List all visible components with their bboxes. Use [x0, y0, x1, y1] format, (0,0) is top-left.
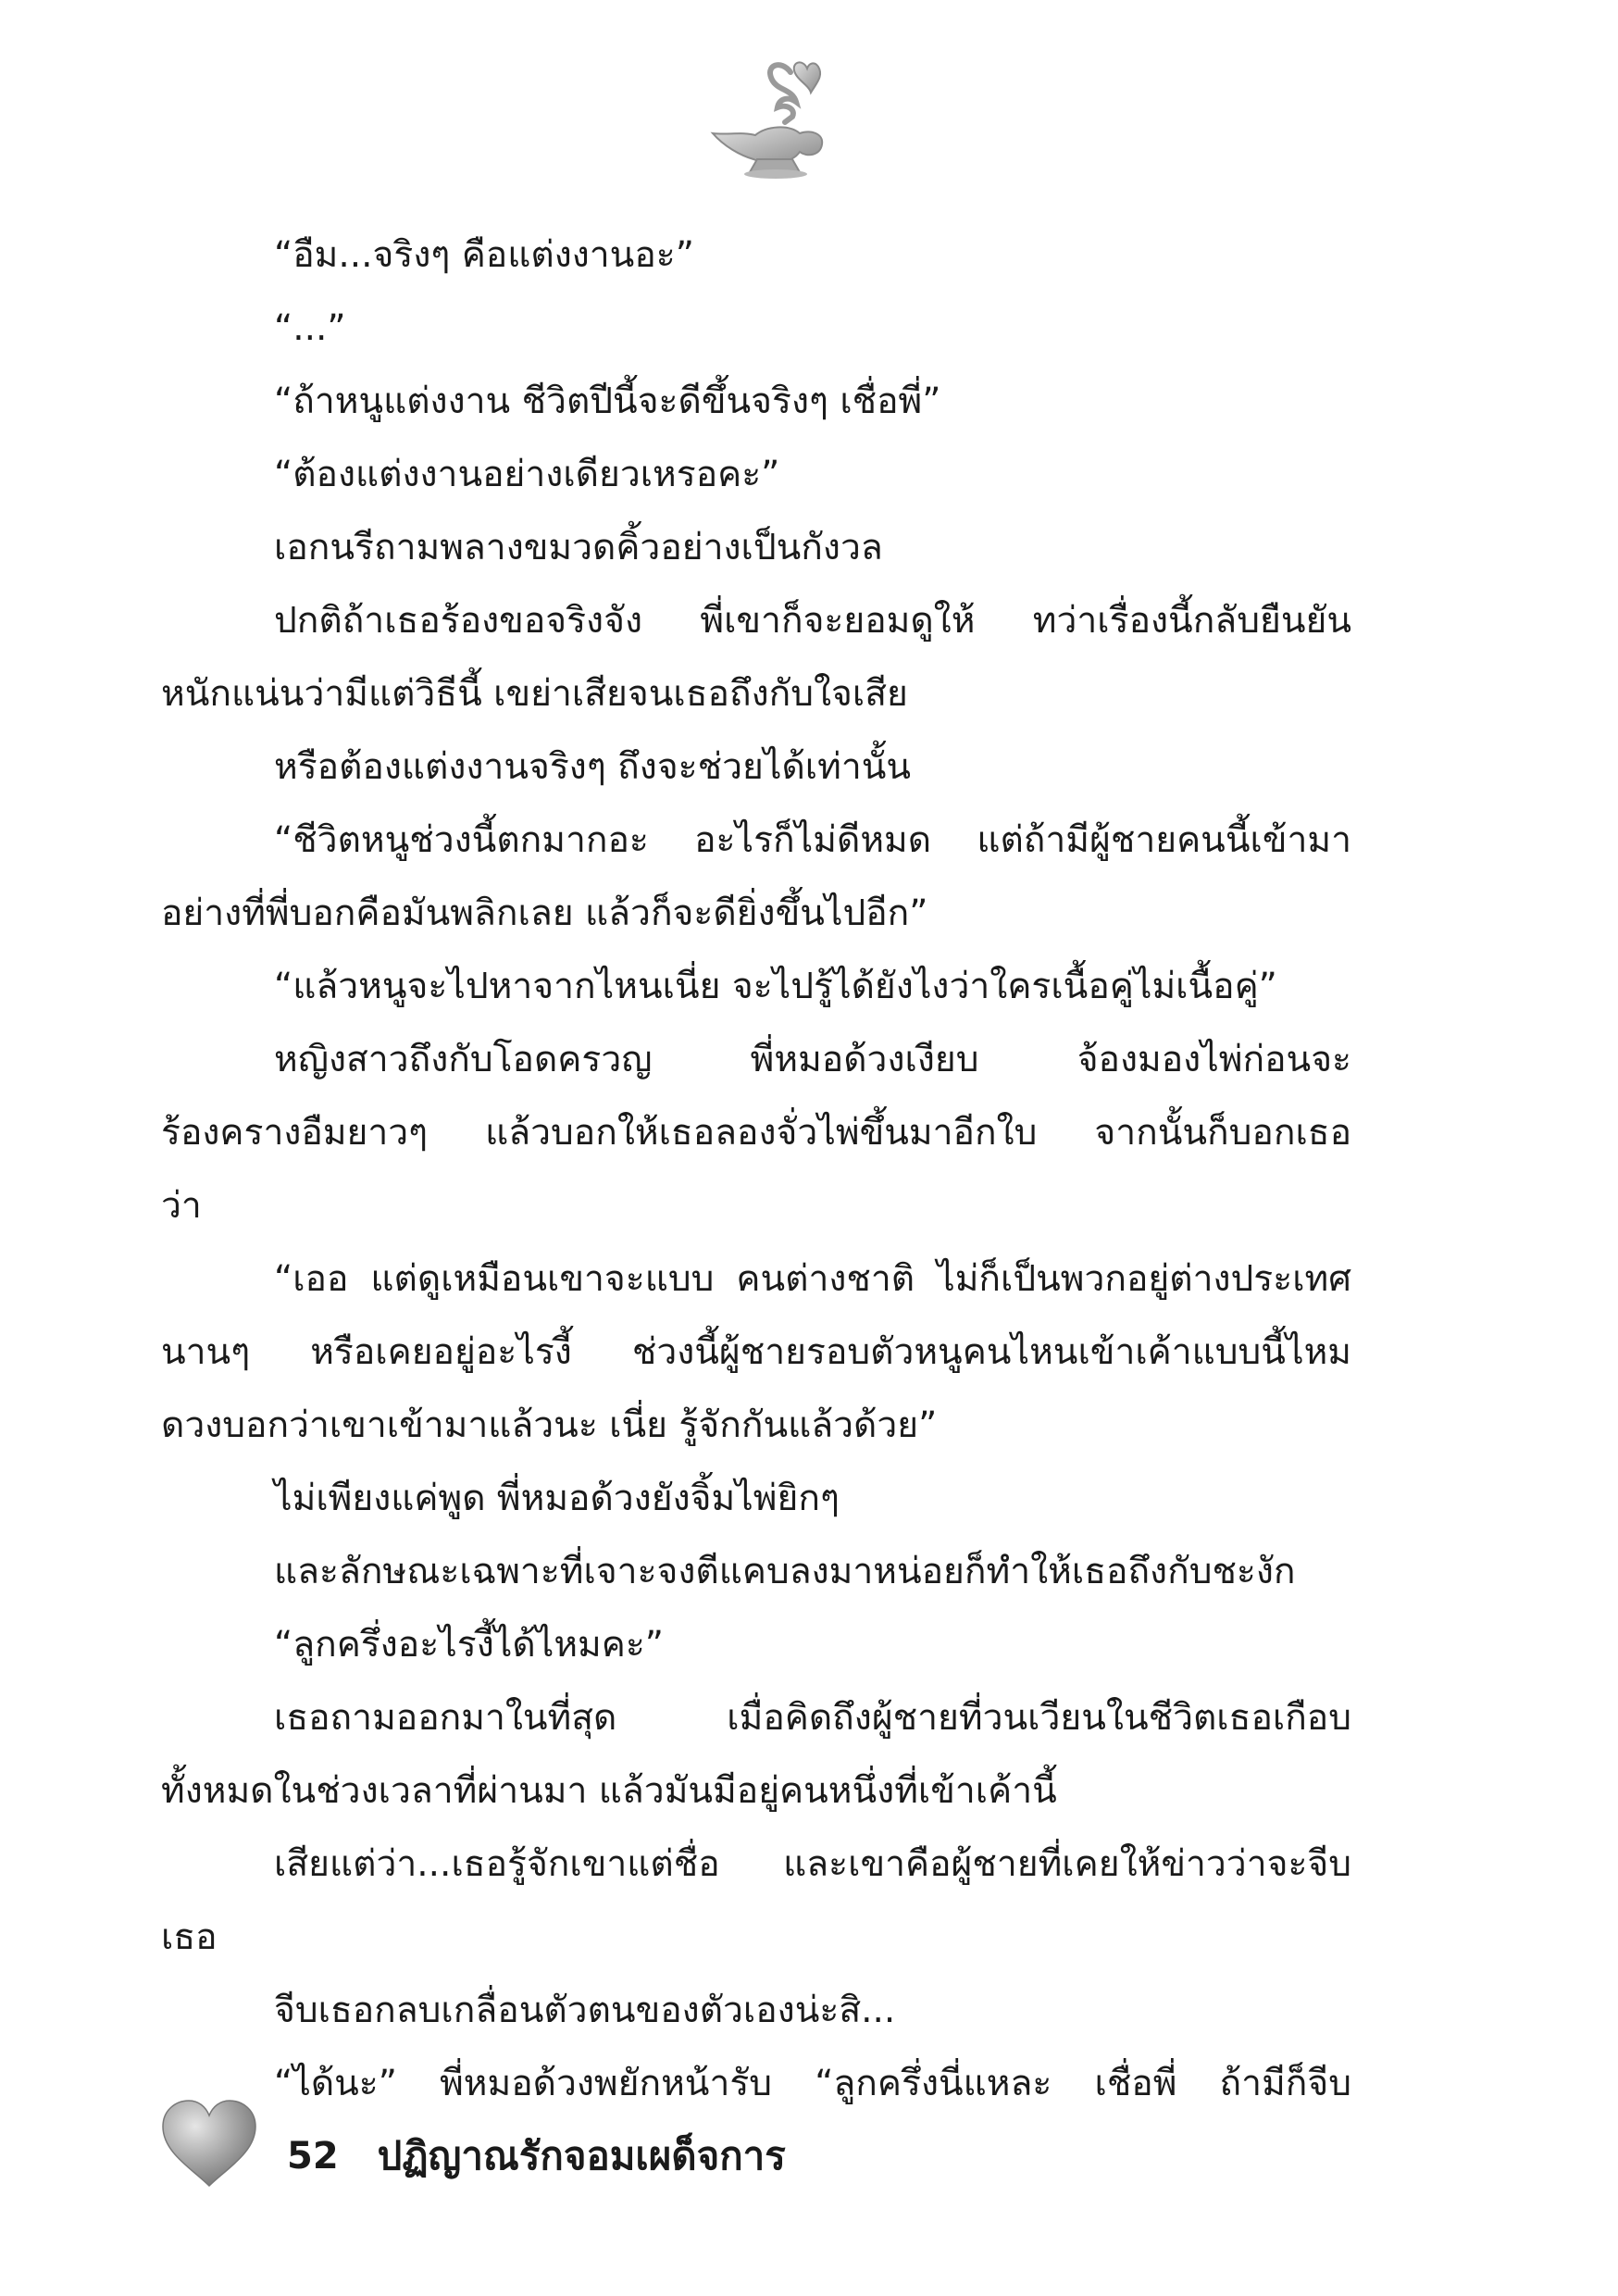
heart-icon [159, 2097, 259, 2190]
text-line: “ต้องแต่งงานอย่างเดียวเหรอคะ” [274, 454, 780, 495]
text-line: อย่างที่พี่บอกคือมันพลิกเลย แล้วก็จะดียิ่งขึ้นไปอีก” [161, 892, 928, 934]
text-line: “...” [274, 307, 346, 349]
text-line: “อืม...จริงๆ คือแต่งงานอะ” [274, 234, 694, 276]
text-line: ไม่เพียงแค่พูด พี่หมอด้วงยังจิ้มไพ่ยิกๆ [274, 1478, 840, 1519]
text-line: หนักแน่นว่ามีแต่วิธีนี้ เขย่าเสียจนเธอถึงกับใจเสีย [161, 673, 908, 715]
text-line: ร้องครางอืมยาวๆ แล้วบอกให้เธอลองจั่วไพ่ขึ้นมาอีกใบ จากนั้นก็บอกเธอ [161, 1112, 1351, 1154]
text-line: เธอ [161, 1916, 218, 1958]
text-line: “ลูกครึ่งอะไรงี้ได้ไหมคะ” [274, 1624, 664, 1666]
page-footer [159, 2083, 786, 2203]
text-line: ปกติถ้าเธอร้องขอจริงจัง พี่เขาก็จะยอมดูให้ ทว่าเรื่องนี้กลับยืนยัน [274, 600, 1351, 642]
text-line: เธอถามออกมาในที่สุด เมื่อคิดถึงผู้ชายที่วนเวียนในชีวิตเธอเกือบ [274, 1697, 1351, 1739]
text-line: และลักษณะเฉพาะที่เจาะจงตีแคบลงมาหน่อยก็ทำให้เธอถึงกับชะงัก [274, 1551, 1296, 1592]
genie-lamp-icon [700, 56, 839, 185]
text-line: ดวงบอกว่าเขาเข้ามาแล้วนะ เนี่ย รู้จักกันแล้วด้วย” [161, 1404, 938, 1446]
text-line: จีบเธอกลบเกลื่อนตัวตนของตัวเองน่ะสิ... [274, 1990, 896, 2031]
text-line: หญิงสาวถึงกับโอดครวญ พี่หมอด้วงเงียบ จ้องมองไพ่ก่อนจะ [274, 1039, 1351, 1080]
text-line: ว่า [161, 1185, 202, 1227]
text-line: เอกนรีถามพลางขมวดคิ้วอย่างเป็นกังวล [274, 527, 883, 568]
text-line: “ถ้าหนูแต่งงาน ชีวิตปีนี้จะดีขึ้นจริงๆ เชื่อพี่” [274, 381, 941, 422]
text-line: ทั้งหมดในช่วงเวลาที่ผ่านมา แล้วมันมีอยู่คนหนึ่งที่เข้าเค้านี้ [161, 1770, 1057, 1812]
text-line: “ชีวิตหนูช่วงนี้ตกมากอะ อะไรก็ไม่ดีหมด แต่ถ้ามีผู้ชายคนนี้เข้ามา [274, 819, 1351, 861]
text-line: นานๆ หรือเคยอยู่อะไรงี้ ช่วงนี้ผู้ชายรอบตัวหนูคนไหนเข้าเค้าแบบนี้ไหม [161, 1331, 1351, 1373]
text-line: เสียแต่ว่า...เธอรู้จักเขาแต่ชื่อ และเขาคือผู้ชายที่เคยให้ข่าวว่าจะจีบ [274, 1843, 1351, 1885]
body-text [161, 218, 1351, 2120]
text-line: “เออ แต่ดูเหมือนเขาจะแบบ คนต่างชาติ ไม่ก็เป็นพวกอยู่ต่างประเทศ [274, 1258, 1351, 1300]
text-line: “ได้นะ” พี่หมอด้วงพยักหน้ารับ “ลูกครึ่งนี่แหละ เชื่อพี่ ถ้ามีก็จีบ [274, 2063, 1351, 2104]
text-line: “แล้วหนูจะไปหาจากไหนเนี่ย จะไปรู้ได้ยังไงว่าใครเนื้อคู่ไม่เนื้อคู่” [274, 966, 1277, 1007]
text-line: หรือต้องแต่งงานจริงๆ ถึงจะช่วยได้เท่านั้น [274, 746, 912, 788]
book-title: ปฏิญาณรักจอมเผด็จการ [377, 2133, 786, 2178]
page-number: 52 [287, 2135, 339, 2177]
